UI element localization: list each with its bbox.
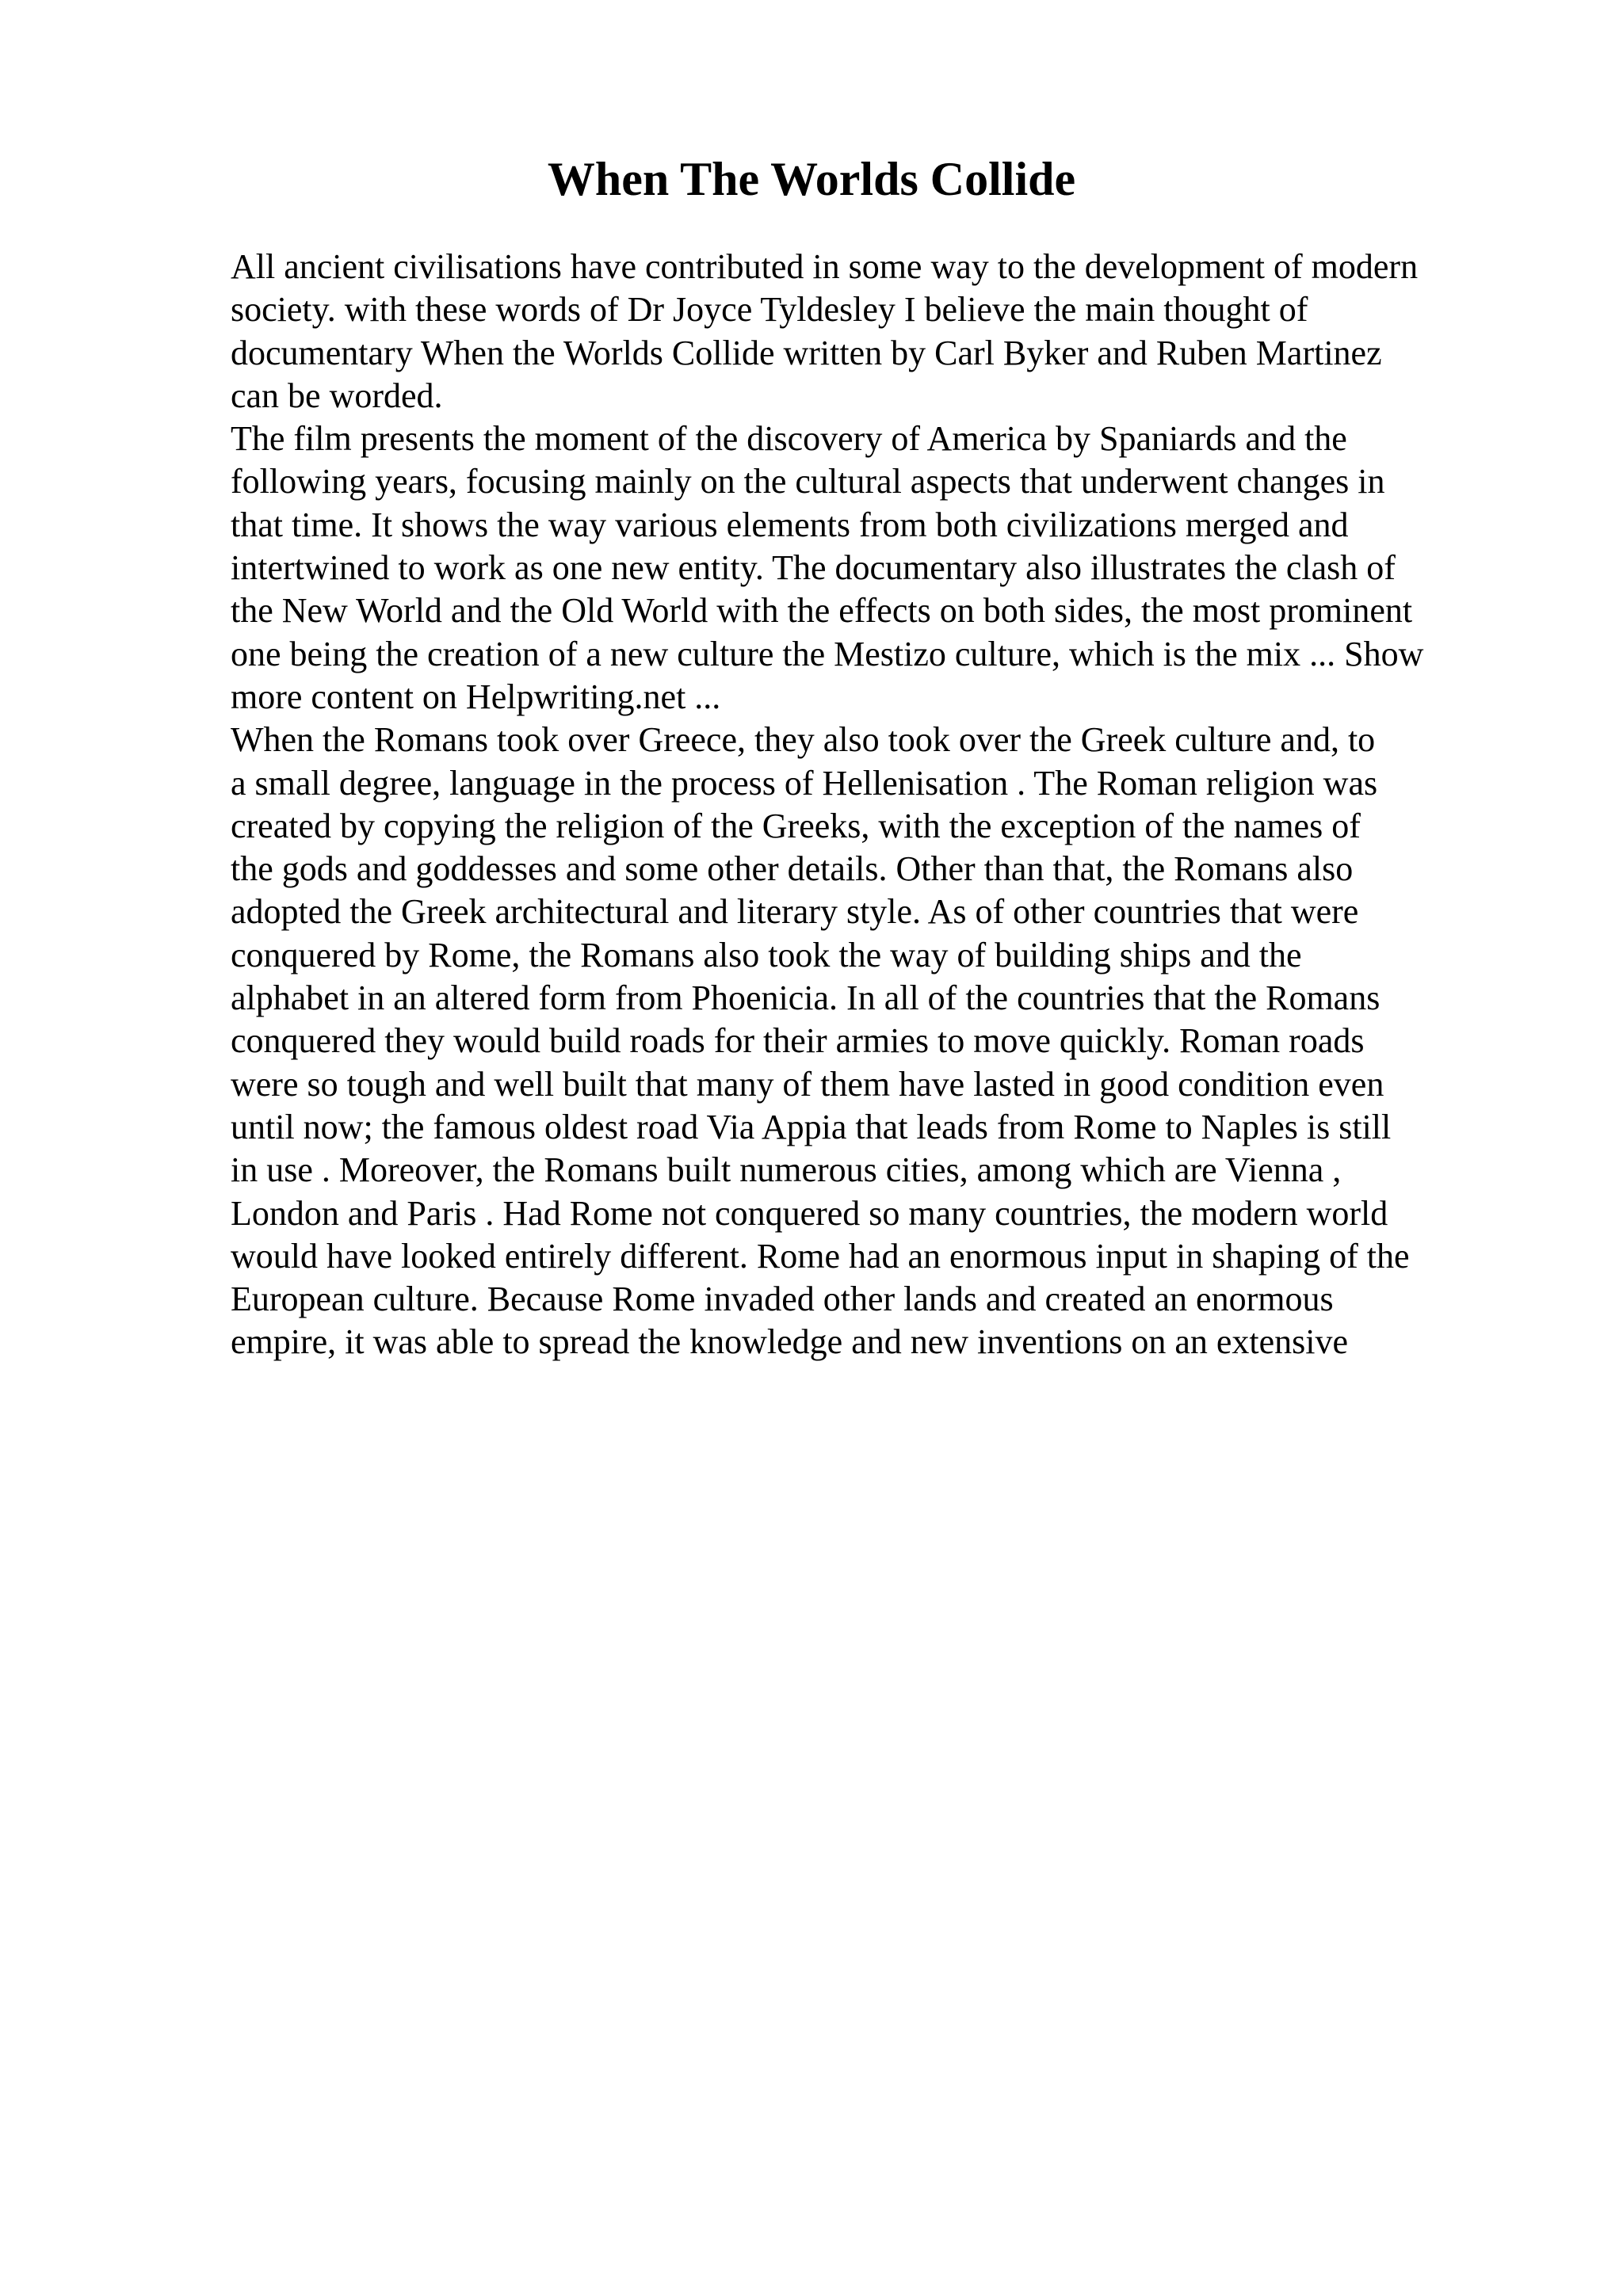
text-line: created by copying the religion of the Greeks, with the exception of the names of [231, 806, 1361, 845]
source-link-line: more content on Helpwriting.net ... [231, 677, 721, 716]
text-line: When the Romans took over Greece, they also took over the Greek culture and, to [231, 720, 1376, 760]
text-line: alphabet in an altered form from Phoenicia. In all of the countries that the Romans [231, 978, 1381, 1018]
text-line: society. with these words of Dr Joyce Tyldesley I believe the main thought of [231, 290, 1308, 330]
text-line: The film presents the moment of the discovery of America by Spaniards and the [231, 419, 1347, 459]
text-line: intertwined to work as one new entity. The documentary also illustrates the clash of [231, 548, 1396, 588]
text-line: were so tough and well built that many of them have lasted in good condition even [231, 1064, 1384, 1104]
text-line: conquered by Rome, the Romans also took the way of building ships and the [231, 935, 1302, 974]
text-line: in use . Moreover, the Romans built numerous cities, among which are Vienna , [231, 1150, 1342, 1190]
text-line: the gods and goddesses and some other details. Other than that, the Romans also [231, 849, 1354, 889]
text-line: would have looked entirely different. Rome had an enormous input in shaping of the [231, 1236, 1410, 1276]
text-line: European culture. Because Rome invaded other lands and created an enormous [231, 1280, 1334, 1319]
document-body [231, 246, 1514, 1364]
text-line: adopted the Greek architectural and literary style. As of other countries that were [231, 892, 1359, 932]
text-line: conquered they would build roads for their armies to move quickly. Roman roads [231, 1021, 1365, 1061]
text-line: a small degree, language in the process of Hellenisation . The Roman religion was [231, 763, 1378, 803]
text-line: the New World and the Old World with the effects on both sides, the most prominent [231, 591, 1413, 631]
text-line: London and Paris . Had Rome not conquered so many countries, the modern world [231, 1193, 1388, 1233]
text-line: one being the creation of a new culture the Mestizo culture, which is the mix ... Show [231, 634, 1424, 673]
text-line: empire, it was able to spread the knowledge and new inventions on an extensive [231, 1322, 1349, 1362]
text-line: until now; the famous oldest road Via Appia that leads from Rome to Naples is still [231, 1107, 1392, 1146]
text-line: that time. It shows the way various elements from both civilizations merged and [231, 505, 1349, 544]
document-title: When The Worlds Collide [547, 153, 1076, 205]
text-line: following years, focusing mainly on the cultural aspects that underwent changes in [231, 462, 1385, 502]
text-line: can be worded. [231, 376, 443, 415]
text-line: All ancient civilisations have contributed in some way to the development of modern [231, 247, 1419, 286]
text-line: documentary When the Worlds Collide written by Carl Byker and Ruben Martinez [231, 333, 1382, 372]
